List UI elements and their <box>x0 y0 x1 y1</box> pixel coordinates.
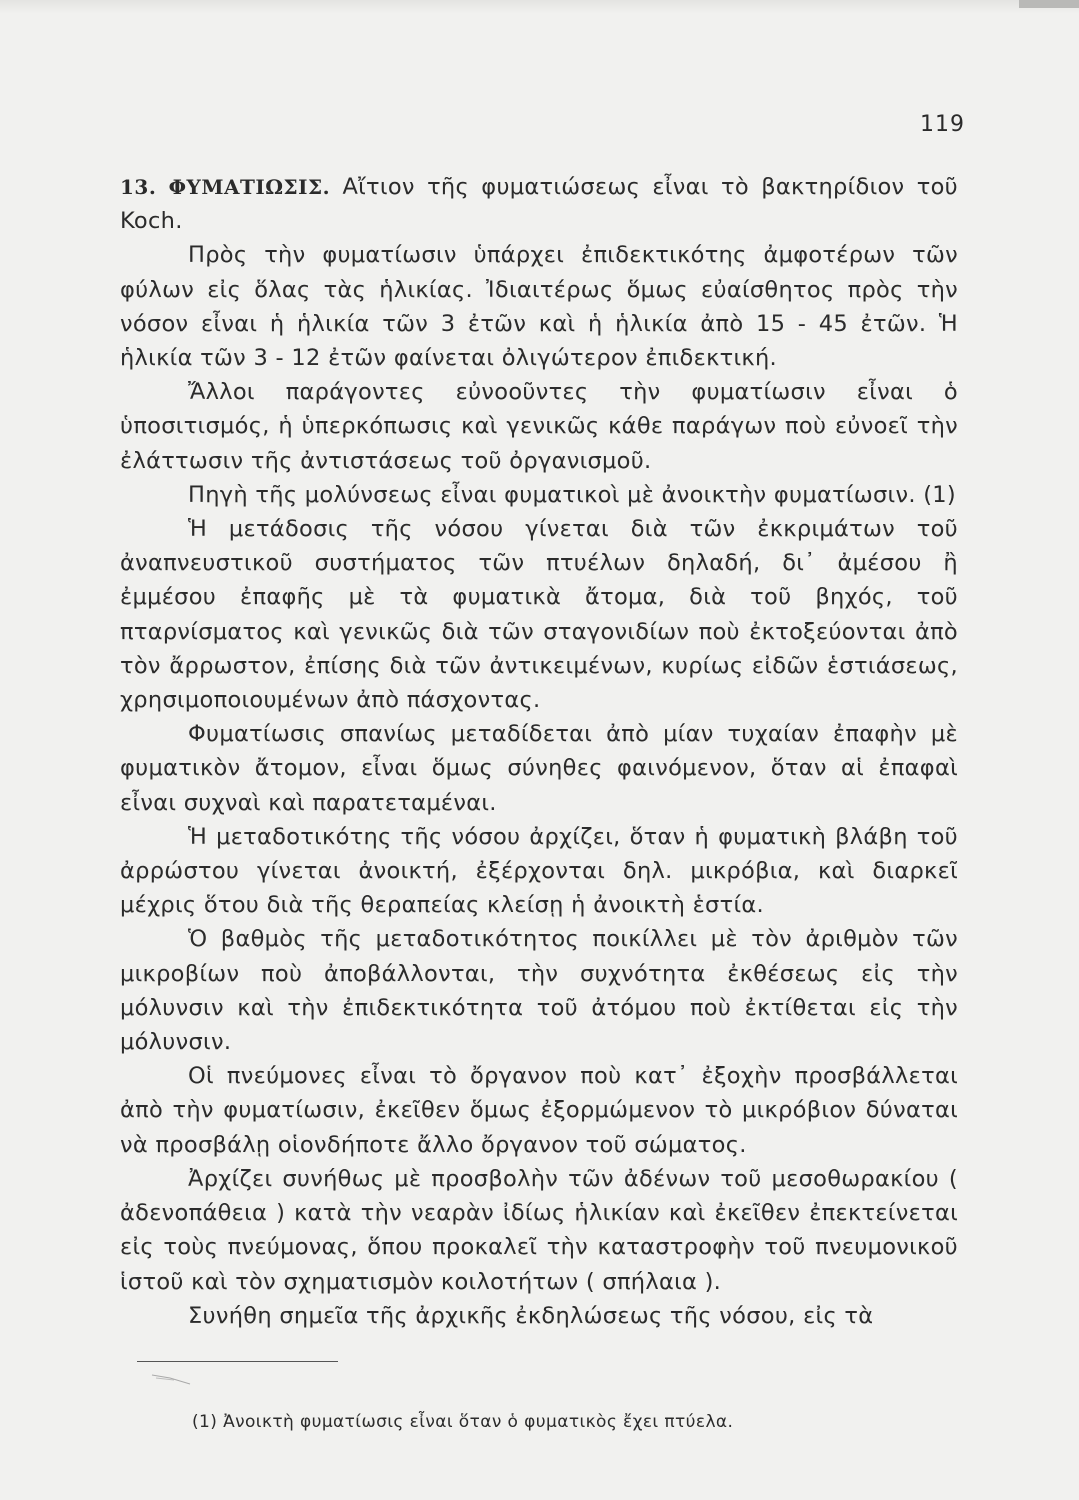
paragraph: Ἀρχίζει συνήθως μὲ προσβολὴν τῶν ἀδένων τοῦ μεσοθωρακίου ( ἀδενοπάθεια ) κατὰ τὴν νεαρὰν ἰδίως ἡλικίαν καὶ ἐκεῖθεν ἐπεκτείνεται εἰς τοὺς πνεύμονας, ὅπου προκαλεῖ τὴν καταστροφὴν τοῦ πνευμονικοῦ ἱστοῦ καὶ τὸν σχηματισμὸν κοιλοτήτων ( σπήλαια ). <box>120 1165 958 1295</box>
paragraph: Ὁ βαθμὸς τῆς μεταδοτικότητος ποικίλλει μὲ τὸν ἀριθμὸν τῶν μικροβίων ποὺ ἀποβάλλονται, τὴν συχνότητα ἐκθέσεως εἰς τὴν μόλυνσιν καὶ τὴν ἐπιδεκτικότητα τοῦ ἀτόμου ποὺ ἐκτίθεται εἰς τὴν μόλυνσιν. <box>120 926 958 1056</box>
section-heading: 13. ΦΥΜΑΤΙΩΣΙΣ. <box>120 175 331 199</box>
scan-corner-shadow <box>1019 0 1079 8</box>
body-text <box>120 170 958 1333</box>
paragraph: Ἡ μεταδοτικότης τῆς νόσου ἀρχίζει, ὅταν ἡ φυματικὴ βλάβη τοῦ ἀρρώστου γίνεται ἀνοικτή, ἐξέρχονται δηλ. μικρόβια, καὶ διαρκεῖ μέχρις ὅτου διὰ τῆς θεραπείας κλείσῃ ἡ ἀνοικτὴ ἑστία. <box>120 823 958 919</box>
paragraph: Πρὸς τὴν φυματίωσιν ὑπάρχει ἐπιδεκτικότης ἀμφοτέρων τῶν φύλων εἰς ὅλας τὰς ἡλικίας. Ἰδιαιτέρως ὅμως εὐαίσθητος πρὸς τὴν νόσον εἶναι ἡ ἡλικία τῶν 3 ἐτῶν καὶ ἡ ἡλικία ἀπὸ 15 - 45 ἐτῶν. Ἡ ἡλικία τῶν 3 - 12 ἐτῶν φαίνεται ὀλιγώτερον ἐπιδεκτική. <box>120 242 958 372</box>
paragraph: Ἡ μετάδοσις τῆς νόσου γίνεται διὰ τῶν ἐκκριμάτων τοῦ ἀναπνευστικοῦ συστήματος τῶν πτυέλων δηλαδή, δι᾿ ἀμέσου ἢ ἐμμέσου ἐπαφῆς μὲ τὰ φυματικὰ ἄτομα, διὰ τοῦ βηχός, τοῦ πταρνίσματος καὶ γενικῶς διὰ τῶν σταγονιδίων ποὺ ἐκτοξεύονται ἀπὸ τὸν ἄρρωστον, ἐπίσης διὰ τῶν ἀντικειμένων, κυρίως εἰδῶν ἑστιάσεως, χρησιμοποιουμένων ἀπὸ πάσχοντας. <box>120 516 958 714</box>
scan-top-edge <box>0 0 1079 14</box>
footnote: (1) Ἀνοικτὴ φυματίωσις εἶναι ὅταν ὁ φυματικὸς ἔχει πτύελα. <box>192 1412 734 1432</box>
paragraph: Ἄλλοι παράγοντες εὐνοοῦντες τὴν φυματίωσιν εἶναι ὁ ὑποσιτισμός, ἡ ὑπερκόπωσις καὶ γενικῶς κάθε παράγων ποὺ εὐνοεῖ τὴν ἐλάττωσιν τῆς ἀντιστάσεως τοῦ ὀργανισμοῦ. <box>120 379 958 474</box>
paragraph: Φυματίωσις σπανίως μεταδίδεται ἀπὸ μίαν τυχαίαν ἐπαφὴν μὲ φυματικὸν ἄτομον, εἶναι ὅμως σύνηθες φαινόμενον, ὅταν αἱ ἐπαφαὶ εἶναι συχναὶ καὶ παρατεταμέναι. <box>120 721 958 816</box>
ink-smudge-mark <box>150 1372 194 1386</box>
paragraph: Οἱ πνεύμονες εἶναι τὸ ὄργανον ποὺ κατ᾿ ἐξοχὴν προσβάλλεται ἀπὸ τὴν φυματίωσιν, ἐκεῖθεν ὅμως ἐξορμώμενον τὸ μικρόβιον δύναται νὰ προσβάλῃ οἱονδήποτε ἄλλο ὄργανον τοῦ σώματος. <box>120 1063 958 1158</box>
section-intro: Αἴτιον τῆς φυματιώσεως εἶναι τὸ βακτηρίδιον τοῦ Koch. <box>120 174 958 235</box>
section-heading-line <box>120 170 958 238</box>
footnote-divider <box>137 1361 338 1362</box>
paragraph: Πηγὴ τῆς μολύνσεως εἶναι φυματικοὶ μὲ ἀνοικτὴν φυματίωσιν. (1) <box>188 481 956 508</box>
page-number: 119 <box>920 112 965 137</box>
paragraph: Συνήθη σημεῖα τῆς ἀρχικῆς ἐκδηλώσεως τῆς νόσου, εἰς τὰ <box>188 1302 874 1329</box>
